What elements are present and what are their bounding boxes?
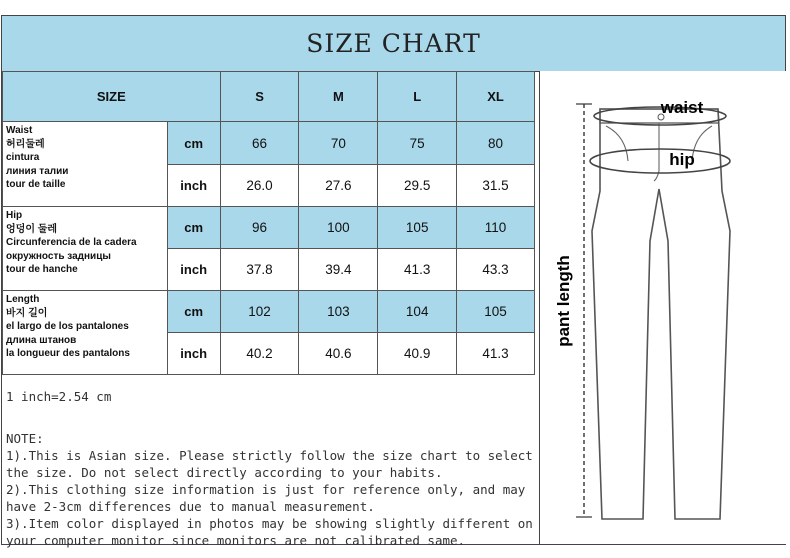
- note-line: the size. Do not select directly according to your habits.: [6, 465, 443, 480]
- measure-label-line: Length: [6, 294, 40, 305]
- measure-label-line: 엉덩이 둘레: [6, 223, 58, 235]
- note-line: NOTE:: [6, 431, 44, 446]
- measure-label-line: длина штанов: [6, 334, 77, 346]
- measure-label-line: линия талии: [6, 165, 69, 177]
- value-cell: 40.2: [220, 333, 299, 375]
- measure-label-line: el largo de los pantalones: [6, 321, 129, 332]
- measure-label-cell: [3, 122, 168, 207]
- measure-label-line: tour de hanche: [6, 264, 78, 275]
- measure-label-line: Waist: [6, 125, 33, 136]
- value-cell: 70: [299, 122, 378, 165]
- value-cell: 103: [299, 291, 378, 333]
- value-cell: 27.6: [299, 165, 378, 207]
- value-cell: 102: [220, 291, 299, 333]
- value-cell: 37.8: [220, 249, 299, 291]
- note-line: have 2-3cm differences due to manual measurement.: [6, 499, 375, 514]
- measure-label-cell: [3, 291, 168, 375]
- chart-title: SIZE CHART: [2, 16, 785, 72]
- table-header-row: [3, 72, 535, 122]
- size-chart: [1, 15, 786, 548]
- notes-block: [6, 430, 533, 549]
- unit-cell: cm: [167, 122, 220, 165]
- size-header-s: S: [220, 72, 299, 122]
- value-cell: 41.3: [378, 249, 457, 291]
- measure-label-line: cintura: [6, 152, 40, 163]
- value-cell: 100: [299, 207, 378, 249]
- inch-conversion-note: 1 inch=2.54 cm: [6, 389, 112, 404]
- note-line: your computer monitor since monitors are not calibrated same.: [6, 533, 466, 548]
- table-row: [3, 291, 535, 333]
- value-cell: 40.9: [378, 333, 457, 375]
- value-cell: 80: [457, 122, 535, 165]
- size-table: [2, 71, 535, 375]
- value-cell: 40.6: [299, 333, 378, 375]
- unit-cell: cm: [167, 207, 220, 249]
- table-row: [3, 122, 535, 165]
- unit-cell: inch: [167, 165, 220, 207]
- unit-cell: cm: [167, 291, 220, 333]
- value-cell: 110: [457, 207, 535, 249]
- unit-cell: inch: [167, 249, 220, 291]
- table-row: [3, 207, 535, 249]
- note-line: 2).This clothing size information is just for reference only, and may: [6, 482, 526, 497]
- size-header-xl: XL: [457, 72, 535, 122]
- measure-label-line: Circunferencia de la cadera: [6, 237, 137, 248]
- hip-label: hip: [669, 150, 695, 169]
- value-cell: 105: [378, 207, 457, 249]
- value-cell: 39.4: [299, 249, 378, 291]
- value-cell: 43.3: [457, 249, 535, 291]
- value-cell: 96: [220, 207, 299, 249]
- value-cell: 26.0: [220, 165, 299, 207]
- measure-label-line: окружность задницы: [6, 250, 111, 262]
- value-cell: 31.5: [457, 165, 535, 207]
- value-cell: 66: [220, 122, 299, 165]
- size-header-cell: SIZE: [3, 72, 221, 122]
- note-line: 3).Item color displayed in photos may be showing slightly different on: [6, 516, 533, 531]
- waist-label: waist: [660, 98, 704, 117]
- pant-length-label: pant length: [554, 255, 573, 347]
- measure-label-cell: [3, 207, 168, 291]
- pants-drawing: [540, 71, 786, 544]
- measure-label-line: Hip: [6, 210, 23, 221]
- measure-label-line: tour de taille: [6, 179, 66, 190]
- unit-cell: inch: [167, 333, 220, 375]
- size-header-l: L: [378, 72, 457, 122]
- measure-label-line: 바지 길이: [6, 307, 48, 319]
- measure-label-line: la longueur des pantalons: [6, 348, 130, 359]
- value-cell: 104: [378, 291, 457, 333]
- value-cell: 29.5: [378, 165, 457, 207]
- pants-illustration: [539, 71, 786, 544]
- note-line: 1).This is Asian size. Please strictly follow the size chart to select: [6, 448, 533, 463]
- value-cell: 41.3: [457, 333, 535, 375]
- measure-label-line: 허리둘레: [6, 138, 45, 150]
- value-cell: 75: [378, 122, 457, 165]
- value-cell: 105: [457, 291, 535, 333]
- size-header-m: M: [299, 72, 378, 122]
